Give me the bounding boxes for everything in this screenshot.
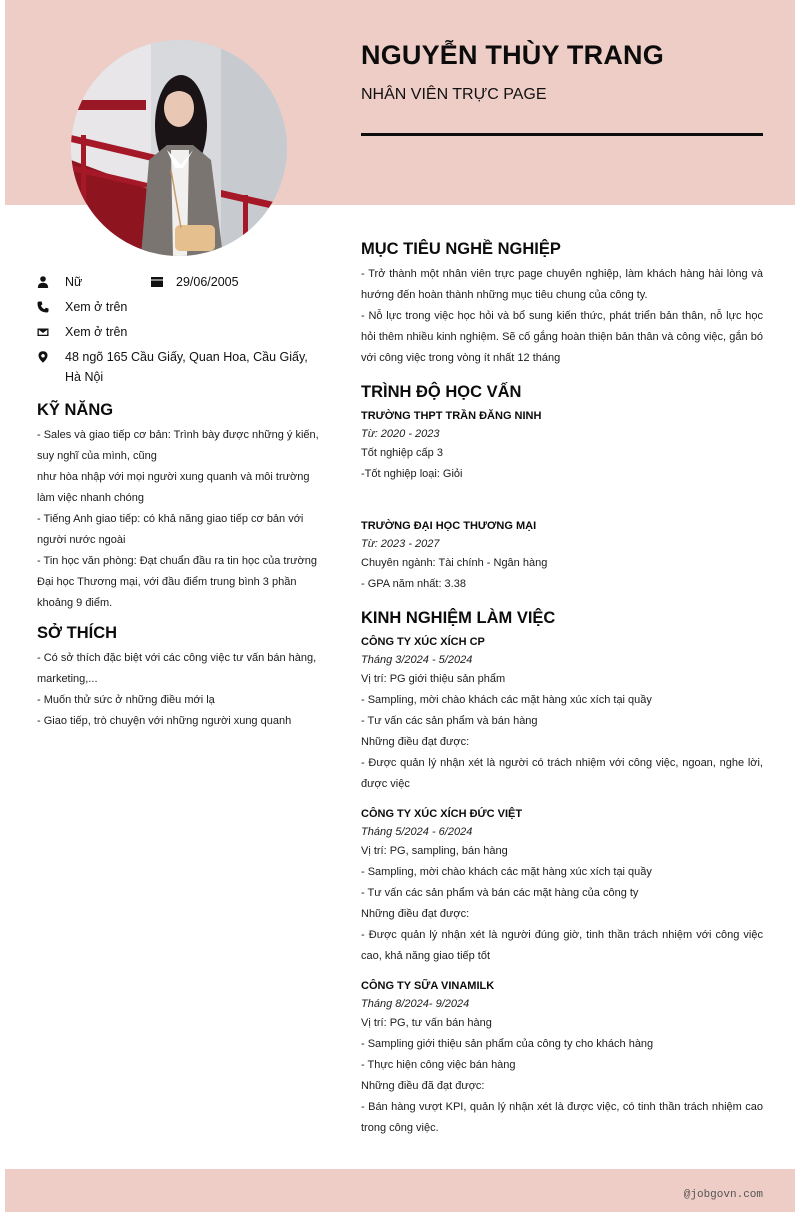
- hobbies-line: - Giao tiếp, trò chuyện với những người xung quanh: [37, 715, 292, 727]
- job-detail-line: Những điều đạt được:: [361, 736, 470, 748]
- location-pin-icon: [37, 347, 65, 367]
- school-name: TRƯỜNG ĐẠI HỌC THƯƠNG MẠI: [361, 520, 537, 532]
- job-detail-line: Vị trí: PG giới thiệu sản phẩm: [361, 673, 506, 685]
- experience-entry: [361, 977, 763, 1139]
- profile-photo-illustration: [71, 40, 287, 256]
- job-detail-line: - Tư vấn các sản phẩm và bán các mặt hàng của công ty: [361, 887, 639, 899]
- job-period: Tháng 8/2024- 9/2024: [361, 998, 470, 1010]
- objective-line: - Nỗ lực trong việc học hỏi và bổ sung kiến thức, phát triển bản thân, nỗ lực học hỏi thêm nhiều kinh nghiệm. Sẽ cố gắng hoàn thiện bản thân và công việc, gắn bó với công việc trong vòng ít nhất 12 tháng: [361, 310, 763, 364]
- hobbies-line: - Có sở thích đặc biệt với các công việc tư vấn bán hàng, marketing,...: [37, 652, 317, 685]
- experience-entry: [361, 633, 763, 795]
- objective-heading: MỤC TIÊU NGHỀ NGHIỆP: [361, 240, 561, 258]
- hobbies-heading: SỞ THÍCH: [37, 624, 118, 642]
- job-detail-line: - Được quản lý nhận xét là người có trách nhiệm với công việc, ngoan, nghe lời, được việc: [361, 757, 763, 790]
- calendar-icon: [151, 272, 176, 292]
- phone-icon: [37, 297, 65, 317]
- job-detail-line: Những điều đã đạt được:: [361, 1080, 485, 1092]
- skills-section: [37, 401, 327, 614]
- skills-line: như hòa nhập với mọi người xung quanh và môi trường làm việc nhanh chóng: [37, 471, 310, 504]
- school-detail-line: - GPA năm nhất: 3.38: [361, 578, 466, 590]
- job-detail-line: - Thực hiện công việc bán hàng: [361, 1059, 516, 1071]
- footer-watermark: @jobgovn.com: [683, 1189, 763, 1201]
- left-column: [37, 272, 327, 732]
- job-detail-line: - Tư vấn các sản phẩm và bán hàng: [361, 715, 538, 727]
- experience-section: [361, 609, 763, 1139]
- skills-line: - Sales và giao tiếp cơ bản: Trình bày được những ý kiến, suy nghĩ của mình, cũng: [37, 429, 319, 462]
- school-detail-line: Chuyên ngành: Tài chính - Ngân hàng: [361, 557, 548, 569]
- job-detail-line: - Được quản lý nhận xét là người đúng giờ, tinh thần trách nhiệm với công việc cao, khả năng giao tiếp tốt: [361, 929, 763, 962]
- school-detail-line: -Tốt nghiệp loại: Giỏi: [361, 468, 463, 480]
- school-details: [361, 553, 763, 595]
- footer-band: [5, 1169, 795, 1212]
- education-entry: [361, 517, 763, 595]
- education-entry: [361, 407, 763, 485]
- job-detail-line: - Sampling, mời chào khách các mặt hàng xúc xích tại quầy: [361, 866, 652, 878]
- objective-line: - Trở thành một nhân viên trực page chuyên nghiệp, làm khách hàng hài lòng và hướng đến hoàn thành những mục tiêu chung của công ty.: [361, 268, 763, 301]
- right-column: [361, 240, 763, 1153]
- school-name: TRƯỜNG THPT TRẦN ĐĂNG NINH: [361, 410, 542, 422]
- objective-section: [361, 240, 763, 369]
- skills-content: [37, 425, 327, 614]
- school-period: Từ: 2020 - 2023: [361, 428, 440, 440]
- skills-line: - Tin học văn phòng: Đạt chuẩn đầu ra tin học của trường Đại học Thương mại, với đầu điểm trung bình 3 phần khoảng 9 điểm.: [37, 555, 317, 609]
- education-section: [361, 383, 763, 595]
- school-details: [361, 443, 763, 485]
- skills-heading: KỸ NĂNG: [37, 401, 114, 419]
- gender-value: Nữ: [65, 275, 83, 289]
- email-value: Xem ở trên: [65, 325, 128, 339]
- contact-address-row: [37, 347, 327, 387]
- job-detail-line: - Sampling giới thiệu sản phẩm của công ty cho khách hàng: [361, 1038, 654, 1050]
- school-detail-line: Tốt nghiệp cấp 3: [361, 447, 443, 459]
- job-details: [361, 1013, 763, 1139]
- job-detail-line: Vị trí: PG, sampling, bán hàng: [361, 845, 508, 857]
- school-period: Từ: 2023 - 2027: [361, 538, 440, 550]
- candidate-name: NGUYỄN THÙY TRANG: [361, 40, 664, 70]
- hobbies-section: [37, 624, 327, 732]
- company-name: CÔNG TY XÚC XÍCH ĐỨC VIỆT: [361, 808, 523, 820]
- company-name: CÔNG TY SỮA VINAMILK: [361, 980, 495, 992]
- title-divider: [361, 133, 763, 136]
- company-name: CÔNG TY XÚC XÍCH CP: [361, 636, 485, 648]
- job-details: [361, 669, 763, 795]
- skills-line: - Tiếng Anh giao tiếp: có khả năng giao tiếp cơ bản với người nước ngoài: [37, 513, 304, 546]
- hobbies-content: [37, 648, 327, 732]
- job-title: NHÂN VIÊN TRỰC PAGE: [361, 86, 547, 103]
- objective-content: [361, 264, 763, 369]
- hobbies-line: - Muốn thử sức ở những điều mới lạ: [37, 694, 215, 706]
- experience-entry: [361, 805, 763, 967]
- contact-phone-row: [37, 297, 327, 317]
- dob-value: 29/06/2005: [176, 275, 239, 289]
- experience-heading: KINH NGHIỆM LÀM VIỆC: [361, 609, 556, 627]
- job-period: Tháng 3/2024 - 5/2024: [361, 654, 473, 666]
- education-heading: TRÌNH ĐỘ HỌC VẤN: [361, 383, 522, 401]
- mail-icon: [37, 322, 65, 342]
- phone-value: Xem ở trên: [65, 300, 128, 314]
- profile-photo: [71, 40, 287, 256]
- job-detail-line: - Bán hàng vượt KPI, quản lý nhận xét là được việc, có tinh thần trách nhiệm cao trong công việc.: [361, 1101, 763, 1134]
- job-detail-line: Những điều đạt được:: [361, 908, 470, 920]
- user-icon: [37, 272, 65, 292]
- job-details: [361, 841, 763, 967]
- contact-email-row: [37, 322, 327, 342]
- contact-gender-dob-row: [37, 272, 327, 292]
- address-value: 48 ngõ 165 Cầu Giấy, Quan Hoa, Cầu Giấy, Hà Nội: [65, 350, 308, 384]
- job-detail-line: Vị trí: PG, tư vấn bán hàng: [361, 1017, 492, 1029]
- job-period: Tháng 5/2024 - 6/2024: [361, 826, 473, 838]
- job-detail-line: - Sampling, mời chào khách các mặt hàng xúc xích tại quầy: [361, 694, 652, 706]
